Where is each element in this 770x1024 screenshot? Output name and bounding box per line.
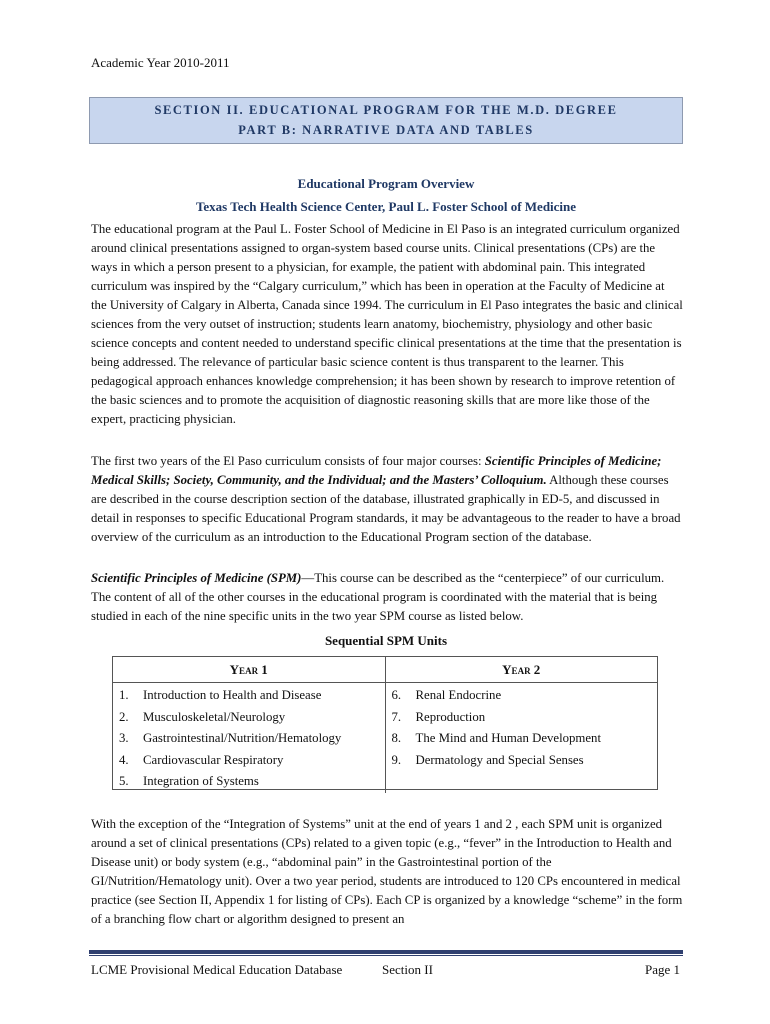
spm-units-table xyxy=(112,656,658,790)
overview-title: Educational Program Overview xyxy=(297,176,475,191)
footer-section: Section II xyxy=(382,962,433,977)
courses-rest: Although these courses are described in the course description section of the database, illustrated graphically in ED-5, and discussed in detail in responses to specific Educational Program standards, it may be advantageous to the reader to have a broad overview of the curriculum as an introduction to the Educational Program section of the database. xyxy=(91,473,681,544)
overview-subtitle: Texas Tech Health Science Center, Paul L. Foster School of Medicine xyxy=(195,199,577,214)
item-number: 9. xyxy=(391,752,402,767)
footer-rule-thin xyxy=(89,955,683,956)
item-label: Renal Endocrine xyxy=(415,688,502,702)
list-item xyxy=(392,707,658,729)
paragraph-units: With the exception of the “Integration of Systems” unit at the end of years 1 and 2 , each SPM unit is organized around a set of clinical presentations (CPs) related to a given topic (e.g., “fever” in the Introduction to Health and Disease unit) or body system (e.g., “abdominal pain” in the Gastrointestinal portion of the GI/Nutrition/Hematology unit). Over a two year period, students are introduced to 120 CPs encountered in medical practice (see Section II, Appendix 1 for listing of CPs). Each CP is organized by a knowledge “scheme” in the form of a branching flow chart or algorithm designed to present an xyxy=(91,817,683,926)
item-number: 8. xyxy=(391,731,402,745)
item-number: 2. xyxy=(119,709,129,724)
item-label: Integration of Systems xyxy=(143,774,259,788)
list-item xyxy=(392,750,658,772)
item-number: 4. xyxy=(119,752,129,767)
item-label: The Mind and Human Development xyxy=(415,731,602,745)
paragraph-intro: The educational program at the Paul L. Foster School of Medicine in El Paso is an integrated curriculum organized around clinical presentations assigned to organ-system based course units. Clinical presentations (CPs) are the ways in which a person present to a physician, for example, the patient with abdominal pain. This integrated curriculum was inspired by the “Calgary curriculum,” which has been in operation at the Faculty of Medicine at the University of Calgary in Alberta, Canada since 1994. The curriculum in El Paso integrates the basic and clinical sciences from the very outset of instruction; students learn anatomy, biochemistry, physiology and other basic science concepts and content needed to understand specific clinical presentations at the time that the presentation is being addressed. The relevance of particular basic science content is thus transparent to the learner. This pedagogical approach enhances knowledge comprehension; it has been shown by research to improve retention of the basic sciences and to promote the acquisition of diagnostic reasoning skills that are more like those of the expert, practicing physician. xyxy=(91,222,683,426)
section-heading-box xyxy=(89,97,683,144)
year2-header: Year 2 xyxy=(502,662,541,677)
item-label: Gastrointestinal/Nutrition/Hematology xyxy=(143,731,342,745)
item-number: 7. xyxy=(391,709,402,724)
item-label: Reproduction xyxy=(415,709,486,724)
paragraph-courses xyxy=(91,452,683,547)
courses-lead: The first two years of the El Paso curriculum consists of four major courses: xyxy=(91,454,485,468)
item-label: Cardiovascular Respiratory xyxy=(143,752,284,767)
item-label: Dermatology and Special Senses xyxy=(415,752,584,767)
item-number: 3. xyxy=(119,731,129,745)
item-label: Introduction to Health and Disease xyxy=(143,688,322,702)
spm-table-header xyxy=(113,657,657,683)
academic-year: Academic Year 2010-2011 xyxy=(91,55,230,70)
item-label: Musculoskeletal/Neurology xyxy=(143,709,286,724)
spm-term: Scientific Principles of Medicine (SPM) xyxy=(91,571,302,585)
paragraph-spm xyxy=(91,569,683,626)
footer-database-name: LCME Provisional Medical Education Database xyxy=(91,962,343,977)
spm-description: —This course can be described as the “centerpiece” of our curriculum. The content of all of the other courses in the educational program is coordinated with the material that is being studied in each of the nine specific units in the two year SPM course as listed below. xyxy=(91,571,665,623)
footer-rule xyxy=(89,950,683,954)
section-title: SECTION II. EDUCATIONAL PROGRAM FOR THE M.D. DEGREE xyxy=(154,103,618,117)
item-number: 5. xyxy=(119,774,129,788)
year1-column xyxy=(113,683,386,793)
list-item xyxy=(119,728,385,750)
list-item xyxy=(392,728,658,750)
spm-table-body xyxy=(113,683,657,793)
year2-column xyxy=(386,683,658,793)
item-number: 1. xyxy=(119,688,129,702)
list-item xyxy=(119,750,385,772)
item-number: 6. xyxy=(391,688,402,702)
year1-header: Year 1 xyxy=(113,657,386,682)
footer-page-number: Page 1 xyxy=(644,962,680,977)
list-item xyxy=(119,707,385,729)
list-item xyxy=(392,685,658,707)
courses-list: Scientific Principles of Medicine; Medical Skills; Society, Community, and the Individual; and the Masters’ Colloquium. xyxy=(91,454,662,487)
list-item xyxy=(119,685,385,707)
section-subtitle: PART B: NARRATIVE DATA AND TABLES xyxy=(238,123,534,137)
list-item xyxy=(119,771,385,793)
spm-table-title: Sequential SPM Units xyxy=(324,633,448,648)
